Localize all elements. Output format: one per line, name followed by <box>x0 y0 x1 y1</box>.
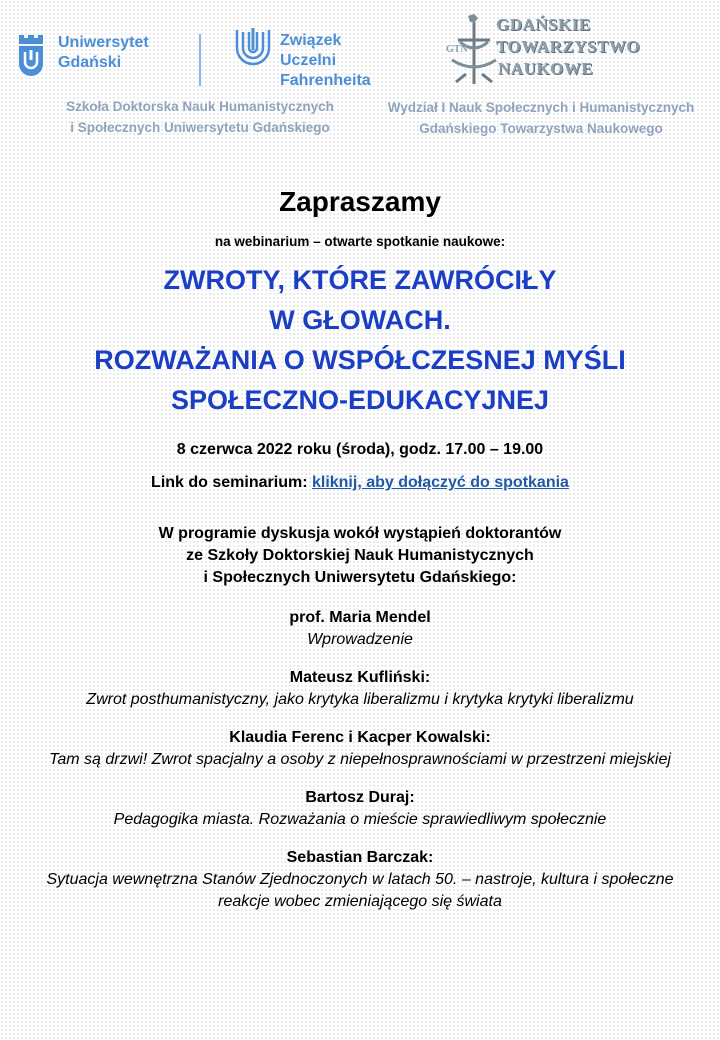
zuf-name-line3: Fahrenheita <box>280 72 371 89</box>
speaker-item <box>0 667 720 711</box>
speaker-name: Bartosz Duraj: <box>305 789 415 806</box>
invitation-title: Zapraszamy <box>279 186 441 217</box>
doctoral-school-line1: Szkoła Doktorska Nauk Humanistycznych <box>66 99 334 114</box>
talk-title: Zwrot posthumanistyczny, jako krytyka liberalizmu i krytyka krytyki liberalizmu <box>86 691 634 708</box>
gtn-faculty-subtitle <box>360 97 720 139</box>
event-title-line2: W GŁOWACH. <box>269 305 451 335</box>
gtn-faculty-line1: Wydział I Nauk Społecznych i Humanistycznych <box>387 100 695 115</box>
talk-title: Wprowadzenie <box>307 631 413 648</box>
talk-title: Tam są drzwi! Zwrot spacjalny a osoby z niepełnosprawnościami w przestrzeni miejskiej <box>49 751 671 768</box>
programme-line3: i Społecznych Uniwersytetu Gdańskiego: <box>203 569 517 586</box>
seminar-link-line <box>0 473 720 493</box>
speaker-item <box>0 607 720 651</box>
event-title <box>0 260 720 420</box>
ug-logo-icon <box>16 26 46 86</box>
speaker-name: Sebastian Barczak: <box>286 849 434 866</box>
seminar-link-label: Link do seminarium: <box>151 474 308 491</box>
doctoral-school-subtitle <box>40 96 360 138</box>
gtn-name-line2: TOWARZYSTWO <box>496 37 641 56</box>
invitation-body <box>0 180 720 929</box>
gtn-name <box>496 14 640 80</box>
talk-title: Pedagogika miasta. Rozważania o mieście sprawiedliwym społecznie <box>113 811 607 828</box>
zuf-name-line2: Uczelni <box>280 52 337 69</box>
event-title-line1: ZWROTY, KTÓRE ZAWRÓCIŁY <box>163 265 557 295</box>
zuf-name-line1: Związek <box>280 32 342 49</box>
header <box>0 0 720 150</box>
ug-name <box>58 33 149 73</box>
logo-divider <box>199 34 201 86</box>
gtn-emblem-text: GTN <box>446 44 468 55</box>
speaker-name: Klaudia Ferenc i Kacper Kowalski: <box>229 729 491 746</box>
zuf-name <box>280 31 371 91</box>
gtn-name-line3: NAUKOWE <box>498 59 594 78</box>
event-title-line3: ROZWAŻANIA O WSPÓŁCZESNEJ MYŚLI <box>94 345 626 375</box>
event-date: 8 czerwca 2022 roku (środa), godz. 17.00 – 19.00 <box>176 441 544 458</box>
gtn-emblem-icon <box>444 12 504 86</box>
ug-name-line1: Uniwersytet <box>58 34 149 51</box>
speaker-name: prof. Maria Mendel <box>289 609 431 626</box>
zuf-logo-icon <box>233 26 273 76</box>
programme-line1: W programie dyskusja wokół wystąpień doktorantów <box>158 525 562 542</box>
invitation-subtitle: na webinarium – otwarte spotkanie naukowe: <box>214 234 506 249</box>
speaker-item <box>0 727 720 771</box>
talk-title: Sytuacja wewnętrzna Stanów Zjednoczonych w latach 50. – nastroje, kultura i społeczne reakcje wobec zmieniającego się świata <box>46 871 674 910</box>
speaker-item <box>0 847 720 913</box>
gtn-name-line1: GDAŃSKIE <box>496 15 591 34</box>
speaker-name: Mateusz Kufliński: <box>289 669 431 686</box>
speaker-item <box>0 787 720 831</box>
event-title-line4: SPOŁECZNO-EDUKACYJNEJ <box>170 385 550 415</box>
seminar-join-link[interactable]: kliknij, aby dołączyć do spotkania <box>311 474 569 491</box>
programme-line2: ze Szkoły Doktorskiej Nauk Humanistycznych <box>186 547 534 564</box>
ug-name-line2: Gdański <box>58 54 122 71</box>
gtn-faculty-line2: Gdańskiego Towarzystwa Naukowego <box>419 121 663 136</box>
doctoral-school-line2: i Społecznych Uniwersytetu Gdańskiego <box>70 120 330 135</box>
programme-intro <box>0 523 720 589</box>
speaker-list <box>0 607 720 913</box>
